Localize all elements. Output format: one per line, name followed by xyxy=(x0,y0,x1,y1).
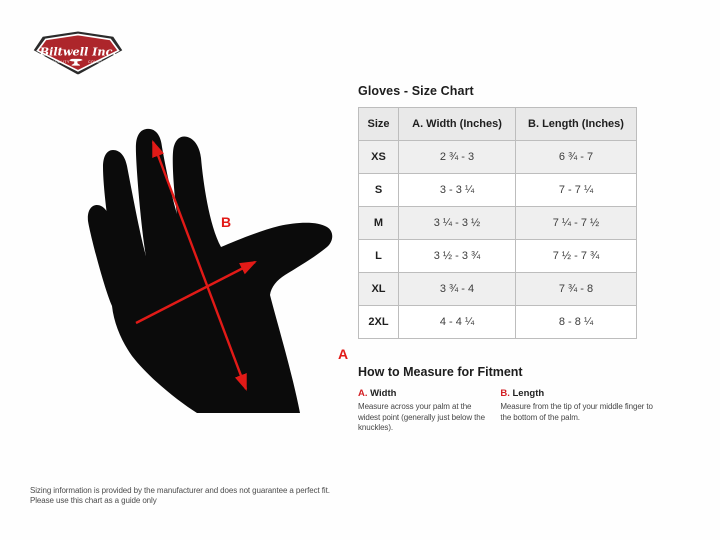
width-cell: 2 ¾ - 3 xyxy=(399,141,516,174)
hand-diagram-svg xyxy=(80,100,340,435)
diagram-label-b: B xyxy=(221,214,232,230)
length-cell: 7 ½ - 7 ¾ xyxy=(516,240,637,273)
width-cell: 3 ¾ - 4 xyxy=(399,273,516,306)
size-chart-panel xyxy=(358,84,658,434)
hand-diagram xyxy=(80,100,349,435)
size-cell: XS xyxy=(359,141,399,174)
table-row-l xyxy=(359,240,637,273)
size-cell: 2XL xyxy=(359,306,399,339)
size-cell: XL xyxy=(359,273,399,306)
table-header-row xyxy=(359,108,637,141)
measure-word-length: Length xyxy=(512,388,545,399)
size-cell: M xyxy=(359,207,399,240)
width-cell: 4 - 4 ¼ xyxy=(399,306,516,339)
size-chart-title: Gloves - Size Chart xyxy=(358,84,474,98)
disclaimer-line-1: Sizing information is provided by the manufacturer and does not guarantee a perfect fit. xyxy=(30,486,330,495)
length-cell: 7 - 7 ¼ xyxy=(516,174,637,207)
disclaimer-line-2: Please use this chart as a guide only xyxy=(30,495,157,505)
measure-columns xyxy=(358,388,658,434)
width-cell: 3 ¼ - 3 ½ xyxy=(399,207,516,240)
col-header-size: Size xyxy=(359,108,399,141)
measure-label-length xyxy=(500,388,658,399)
table-row-s xyxy=(359,174,637,207)
col-header-width: A. Width (Inches) xyxy=(399,108,516,141)
size-cell: L xyxy=(359,240,399,273)
width-cell: 3 - 3 ¼ xyxy=(399,174,516,207)
measure-letter-a: A. xyxy=(358,388,368,399)
width-cell: 3 ½ - 3 ¾ xyxy=(399,240,516,273)
table-row-m xyxy=(359,207,637,240)
footer-disclaimer xyxy=(30,486,330,505)
measure-title: How to Measure for Fitment xyxy=(358,365,523,379)
logo-brand-script: Biltwell Inc. xyxy=(39,44,117,59)
table-row-2xl xyxy=(359,306,637,339)
measure-item-width xyxy=(358,388,489,434)
measure-text-width: Measure across your palm at the widest point (generally just below the knuckles). xyxy=(358,402,485,432)
logo-tagline-left: “QUALITY xyxy=(50,60,70,64)
measure-word-width: Width xyxy=(370,388,397,399)
measure-text-length: Measure from the tip of your middle finger to the bottom of the palm. xyxy=(500,402,653,422)
length-cell: 7 ¾ - 8 xyxy=(516,273,637,306)
hand-silhouette xyxy=(88,129,332,413)
logo-badge xyxy=(33,29,123,76)
measure-item-length xyxy=(500,388,658,434)
length-cell: 8 - 8 ¼ xyxy=(516,306,637,339)
biltwell-logo xyxy=(33,29,123,76)
measure-letter-b: B. xyxy=(500,388,510,399)
table-row-xs xyxy=(359,141,637,174)
table-row-xl xyxy=(359,273,637,306)
size-cell: S xyxy=(359,174,399,207)
diagram-label-a: A xyxy=(338,346,349,362)
logo-tagline-right: COUNTS” xyxy=(88,60,107,64)
length-cell: 6 ¾ - 7 xyxy=(516,141,637,174)
length-cell: 7 ¼ - 7 ½ xyxy=(516,207,637,240)
col-header-length: B. Length (Inches) xyxy=(516,108,637,141)
size-chart-table xyxy=(358,107,637,339)
measure-label-width xyxy=(358,388,489,399)
